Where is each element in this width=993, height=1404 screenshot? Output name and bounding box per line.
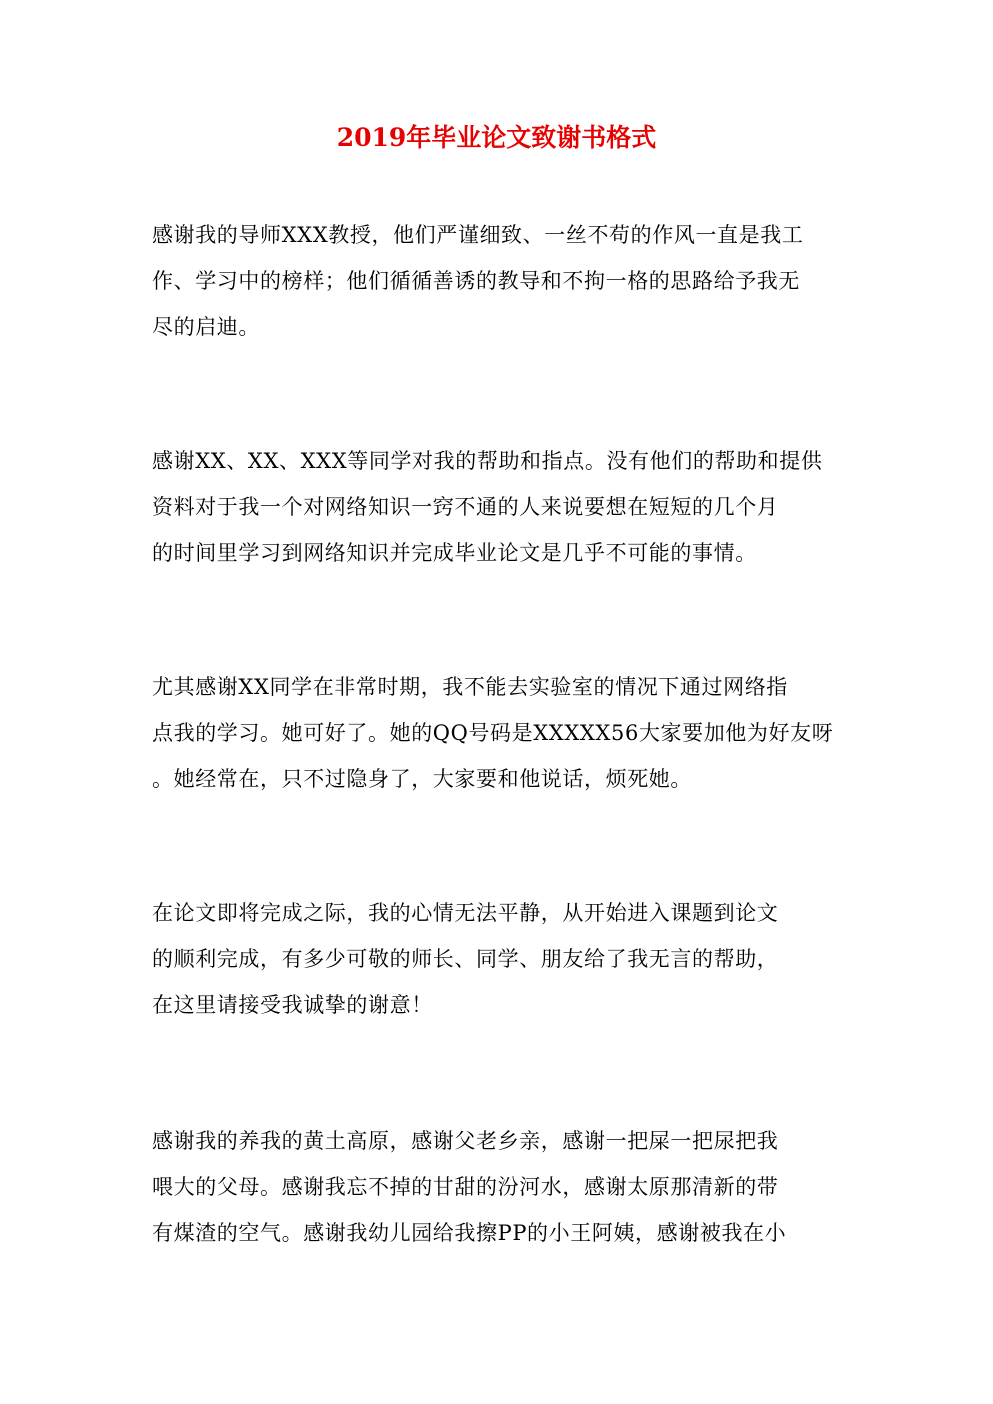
paragraph-classmates-thanks: [152, 438, 842, 576]
text-line: 的顺利完成，有多少可敬的师长、同学、朋友给了我无言的帮助，: [152, 947, 779, 971]
text-line: 感谢XX、XX、XXX等同学对我的帮助和指点。没有他们的帮助和提供: [152, 449, 823, 473]
text-line: 尽的启迪。: [152, 315, 260, 339]
paragraph-advisor-thanks: [152, 212, 842, 350]
text-line: 在这里请接受我诚挚的谢意！: [152, 993, 433, 1017]
text-line: 有煤渣的空气。感谢我幼儿园给我擦PP的小王阿姨，感谢被我在小: [152, 1221, 787, 1245]
text-line: 的时间里学习到网络知识并完成毕业论文是几乎不可能的事情。: [152, 541, 757, 565]
text-line: 点我的学习。她可好了。她的QQ号码是XXXXX56大家要加他为好友呀: [152, 721, 834, 745]
text-line: 感谢我的养我的黄土高原，感谢父老乡亲，感谢一把屎一把尿把我: [152, 1129, 779, 1153]
text-line: 感谢我的导师XXX教授，他们严谨细致、一丝不苟的作风一直是我工: [152, 223, 804, 247]
document-title: 2019年毕业论文致谢书格式: [336, 123, 657, 152]
paragraph-completion-thanks: [152, 890, 842, 1028]
paragraph-homeland-thanks: [152, 1118, 842, 1256]
text-line: 。她经常在，只不过隐身了，大家要和他说话，烦死她。: [152, 767, 692, 791]
text-line: 尤其感谢XX同学在非常时期，我不能去实验室的情况下通过网络指: [152, 675, 788, 699]
text-line: 喂大的父母。感谢我忘不掉的甘甜的汾河水，感谢太原那清新的带: [152, 1175, 779, 1199]
paragraph-special-thanks: [152, 664, 842, 802]
text-line: 作、学习中的榜样；他们循循善诱的教导和不拘一格的思路给予我无: [152, 269, 800, 293]
text-line: 在论文即将完成之际，我的心情无法平静，从开始进入课题到论文: [152, 901, 779, 925]
text-line: 资料对于我一个对网络知识一窍不通的人来说要想在短短的几个月: [152, 495, 779, 519]
